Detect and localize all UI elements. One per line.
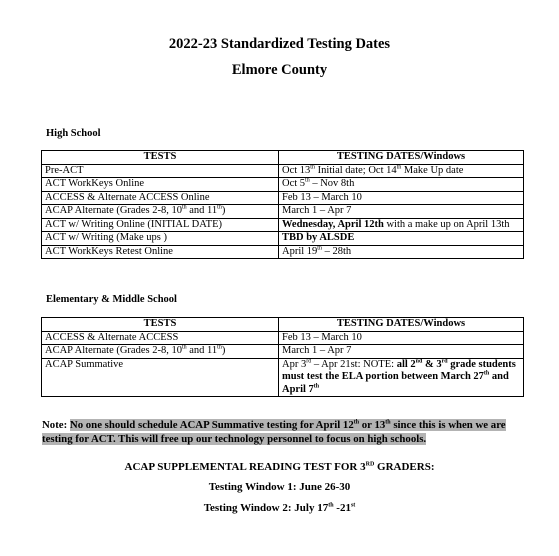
test-cell: ACAP Alternate (Grades 2-8, 10th and 11th) xyxy=(42,205,279,219)
note-label: Note: xyxy=(42,419,70,431)
test-cell: ACCESS & Alternate ACCESS Online xyxy=(42,191,279,205)
test-cell: ACAP Alternate (Grades 2-8, 10th and 11th) xyxy=(42,345,279,359)
table-row xyxy=(42,218,524,232)
date-cell: Oct 5th – Nov 8th xyxy=(279,178,524,192)
table-row xyxy=(42,191,524,205)
date-cell: TBD by ALSDE xyxy=(279,232,524,246)
date-cell: Wednesday, April 12th with a make up on April 13th xyxy=(279,218,524,232)
table-row xyxy=(42,358,524,397)
testing-window-2: Testing Window 2: July 17th -21st xyxy=(203,502,356,514)
test-cell: ACT w/ Writing (Make ups ) xyxy=(42,232,279,246)
table-row xyxy=(42,178,524,192)
high-school-table xyxy=(41,150,524,259)
table-row xyxy=(42,232,524,246)
date-cell: March 1 – Apr 7 xyxy=(279,205,524,219)
table-row xyxy=(42,345,524,359)
supplemental-heading: ACAP SUPPLEMENTAL READING TEST FOR 3RD GRADERS: xyxy=(124,461,435,473)
column-header-tests: TESTS xyxy=(42,151,279,165)
column-header-tests: TESTS xyxy=(42,318,279,332)
test-cell: Pre-ACT xyxy=(42,164,279,178)
testing-window-1: Testing Window 1: June 26-30 xyxy=(208,481,351,493)
note-paragraph xyxy=(42,418,530,446)
section-heading-elementary-middle: Elementary & Middle School xyxy=(46,294,177,305)
date-cell: April 19th – 28th xyxy=(279,245,524,259)
column-header-dates: TESTING DATES/Windows xyxy=(279,318,524,332)
date-cell: Apr 3rd – Apr 21st: NOTE: all 2nd & 3rd grade students must test the ELA portion between March 27th and April 7th xyxy=(279,358,524,397)
date-cell: Feb 13 – March 10 xyxy=(279,191,524,205)
date-cell: Oct 13th Initial date; Oct 14th Make Up date xyxy=(279,164,524,178)
section-heading-high-school: High School xyxy=(46,128,101,139)
table-header-row xyxy=(42,318,524,332)
column-header-dates: TESTING DATES/Windows xyxy=(279,151,524,165)
test-cell: ACT w/ Writing Online (INITIAL DATE) xyxy=(42,218,279,232)
test-cell: ACT WorkKeys Online xyxy=(42,178,279,192)
note-highlighted-text: No one should schedule ACAP Summative testing for April 12th or 13th since this is when we are testing for ACT. This will free up our technology personnel to focus on high schools. xyxy=(42,419,506,445)
table-header-row xyxy=(42,151,524,165)
date-cell: March 1 – Apr 7 xyxy=(279,345,524,359)
table-row xyxy=(42,331,524,345)
test-cell: ACCESS & Alternate ACCESS xyxy=(42,331,279,345)
elementary-middle-table xyxy=(41,317,524,397)
page-title: 2022-23 Standardized Testing Dates xyxy=(168,36,391,52)
table-row xyxy=(42,164,524,178)
date-cell: Feb 13 – March 10 xyxy=(279,331,524,345)
page-subtitle: Elmore County xyxy=(231,62,328,78)
test-cell: ACT WorkKeys Retest Online xyxy=(42,245,279,259)
table-row xyxy=(42,245,524,259)
test-cell: ACAP Summative xyxy=(42,358,279,397)
table-row xyxy=(42,205,524,219)
